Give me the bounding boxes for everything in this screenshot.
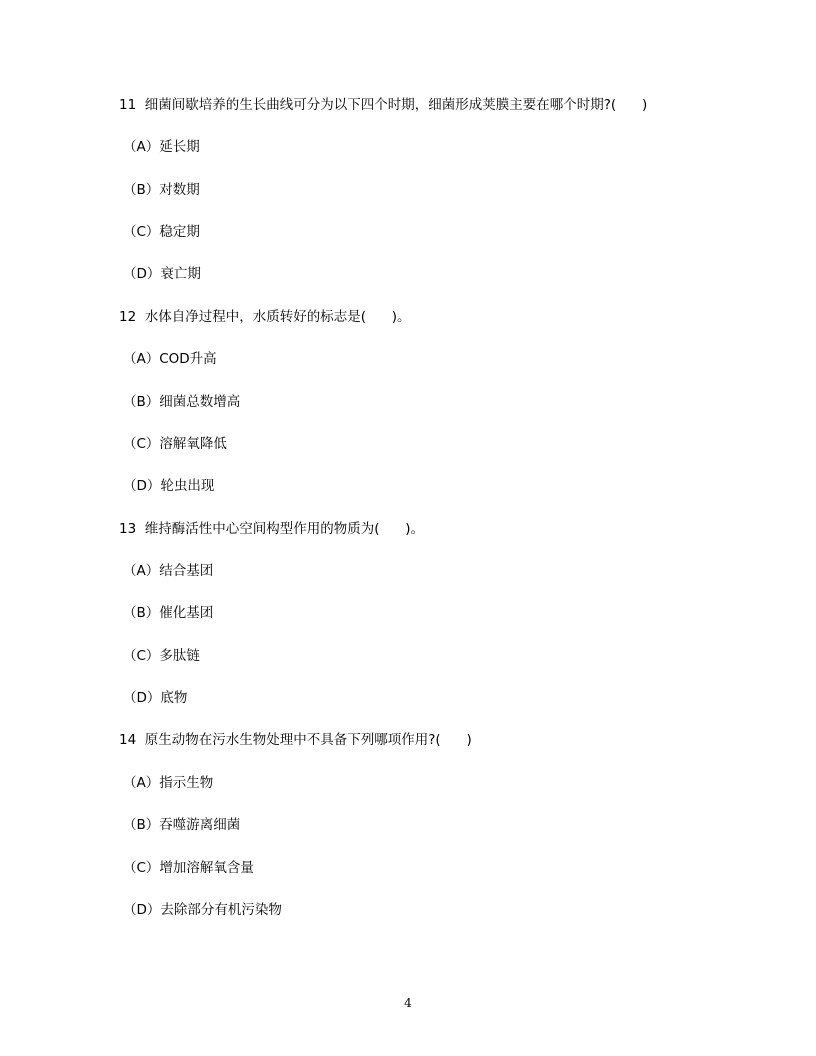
question-13-option-a: （A）结合基团 <box>123 563 214 579</box>
question-13-stem: 13 维持酶活性中心空间构型作用的物质为( )。 <box>119 521 425 537</box>
question-12-option-a: （A）COD升高 <box>123 351 217 367</box>
question-14-option-b: （B）吞噬游离细菌 <box>123 817 241 833</box>
question-12-option-b: （B）细菌总数增高 <box>123 394 241 410</box>
question-11-option-c: （C）稳定期 <box>123 224 200 240</box>
question-11-option-a: （A）延长期 <box>123 139 200 155</box>
question-12-stem: 12 水体自净过程中，水质转好的标志是( )。 <box>119 309 411 325</box>
page-number: 4 <box>404 996 412 1010</box>
question-14-option-d: （D）去除部分有机污染物 <box>123 902 282 918</box>
question-13-option-d: （D）底物 <box>123 690 188 706</box>
question-13-option-b: （B）催化基团 <box>123 605 214 621</box>
question-12-option-d: （D）轮虫出现 <box>123 478 215 494</box>
question-11-option-d: （D）衰亡期 <box>123 266 201 282</box>
question-14-stem: 14 原生动物在污水生物处理中不具备下列哪项作用?( ) <box>119 732 472 748</box>
question-11-option-b: （B）对数期 <box>123 182 200 198</box>
question-13-option-c: （C）多肽链 <box>123 648 200 664</box>
question-14-option-c: （C）增加溶解氧含量 <box>123 860 254 876</box>
question-14-option-a: （A）指示生物 <box>123 775 214 791</box>
question-11-stem: 11 细菌间歇培养的生长曲线可分为以下四个时期，细菌形成荚膜主要在哪个时期?( ) <box>119 97 648 113</box>
question-12-option-c: （C）溶解氧降低 <box>123 436 227 452</box>
